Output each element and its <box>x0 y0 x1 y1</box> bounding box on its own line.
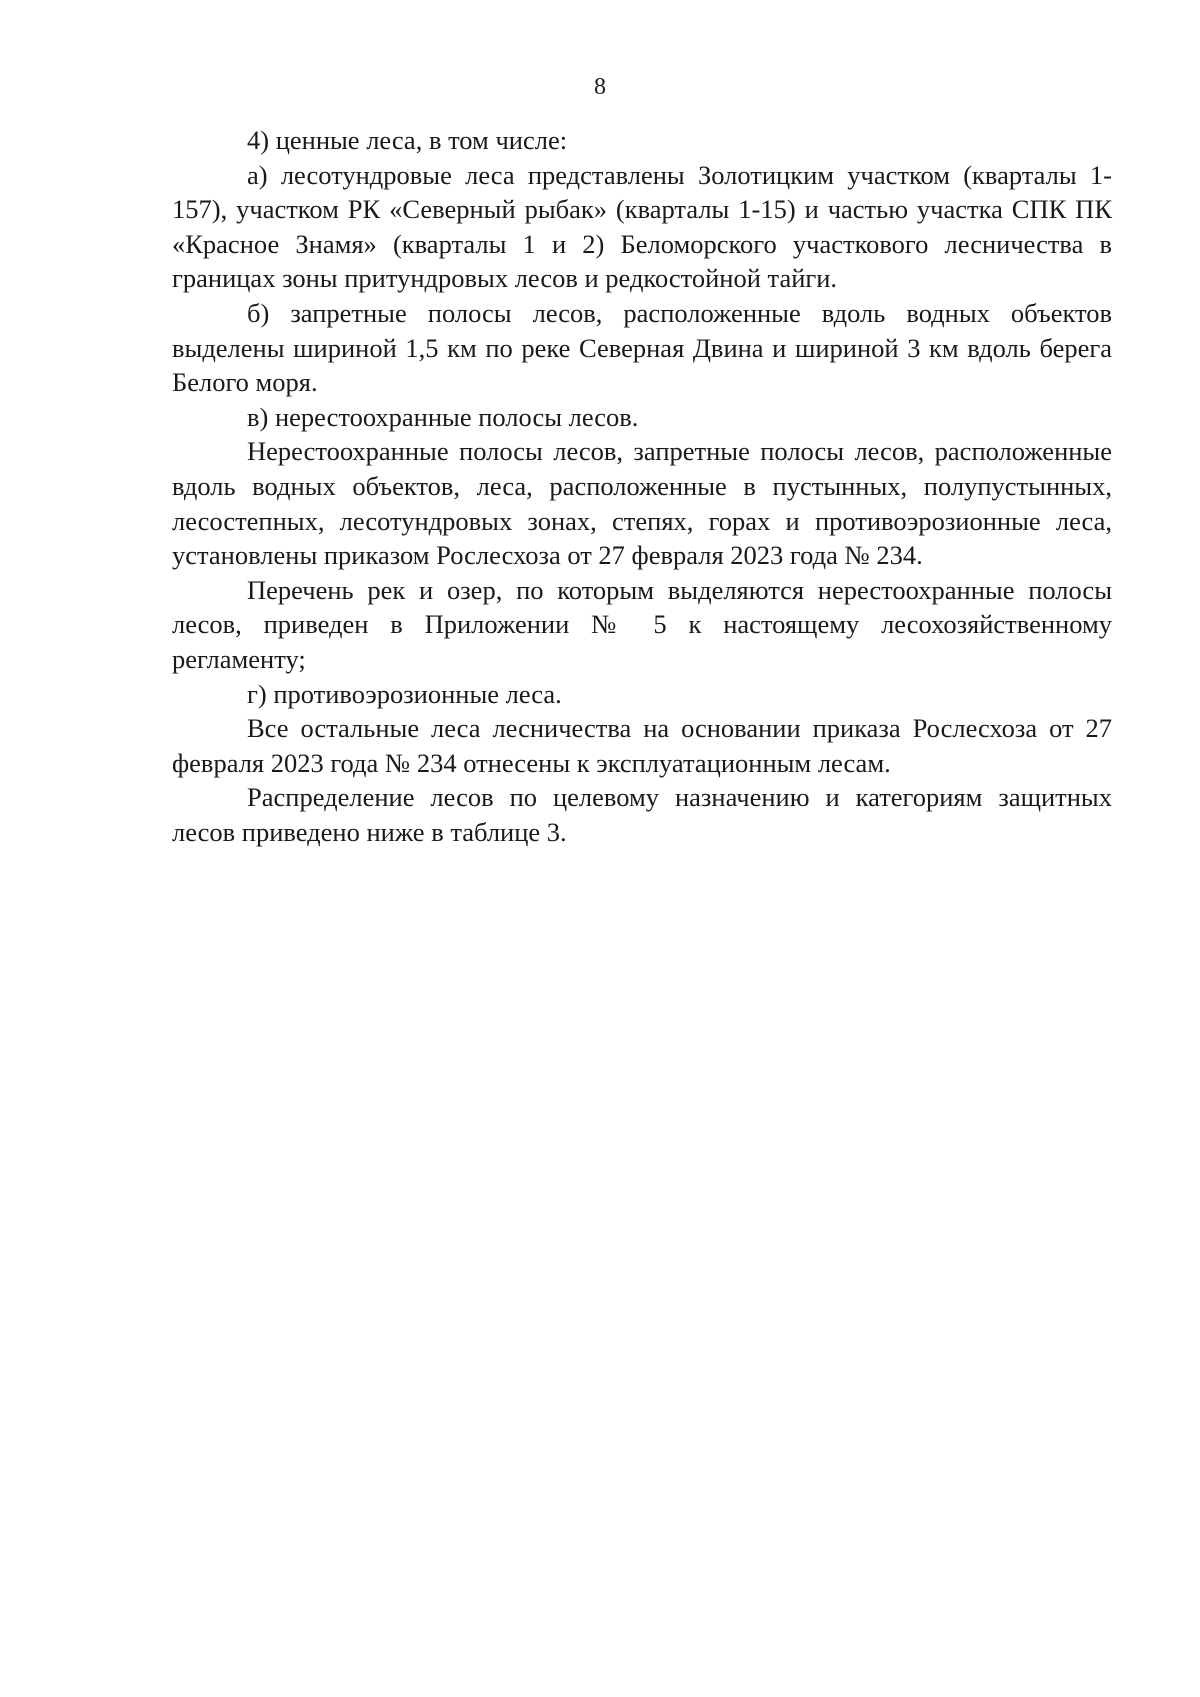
paragraph-spawning-strips: в) нерестоохранные полосы лесов. <box>247 401 639 432</box>
body-text <box>172 123 1112 849</box>
paragraph-valuable-forests: 4) ценные леса, в том числе: <box>247 125 568 155</box>
paragraph-forest-tundra: а) лесотундровые леса представлены Золотицким участком (кварталы 1-157), участком РК «Северный рыбак» (кварталы 1-15) и частью участка СПК ПК «Красное Знамя» (кварталы 1 и 2) Беломорского участкового лесничества в границах зоны притундровых лесов и редкостойной тайги. <box>172 159 1112 294</box>
paragraph-anti-erosion: г) противоэрозионные леса. <box>247 678 562 709</box>
paragraph-order-reference: Нерестоохранные полосы лесов, запретные полосы лесов, расположенные вдоль водных объектов, леса, расположенные в пустынных, полупустынных, лесостепных, лесотундровых зонах, степях, горах и противоэрозионные леса, установлены приказом Рослесхоза от 27 февраля 2023 года № 234. <box>172 436 1112 571</box>
paragraph-rivers-list: Перечень рек и озер, по которым выделяются нерестоохранные полосы лесов, приведен в Приложении № 5 к настоящему лесохозяйственному регламенту; <box>172 574 1112 674</box>
page-number: 8 <box>594 74 606 100</box>
paragraph-table-reference: Распределение лесов по целевому назначению и категориям защитных лесов приведено ниже в таблице 3. <box>172 782 1112 847</box>
paragraph-restricted-strips: б) запретные полосы лесов, расположенные вдоль водных объектов выделены шириной 1,5 км по реке Северная Двина и шириной 3 км вдоль берега Белого моря. <box>172 297 1112 398</box>
paragraph-exploitation-forests: Все остальные леса лесничества на основании приказа Рослесхоза от 27 февраля 2023 года № 234 отнесены к эксплуатационным лесам. <box>172 713 1112 778</box>
